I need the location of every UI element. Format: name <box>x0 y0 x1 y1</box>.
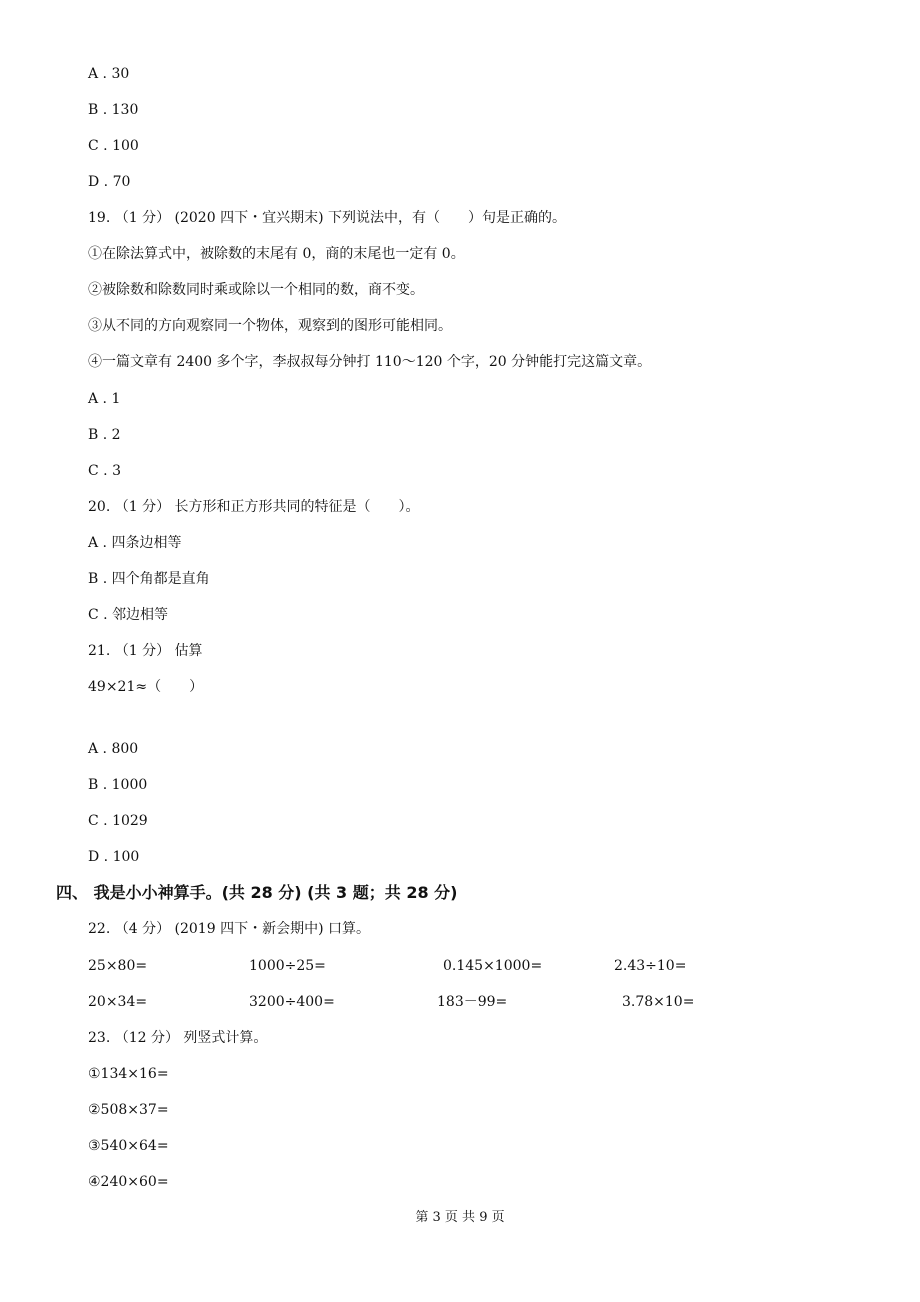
q19-option-c: C . 3 <box>88 463 121 479</box>
q20-option-c: C . 邻边相等 <box>88 607 169 623</box>
question-19-stem: 19. （1 分） (2020 四下・宜兴期末) 下列说法中，有（ ）句是正确的。 <box>88 210 566 226</box>
q20-option-a: A . 四条边相等 <box>88 535 182 551</box>
q23-item-3: ③540×64= <box>88 1138 169 1154</box>
q19-statement-1: ①在除法算式中，被除数的末尾有 0，商的末尾也一定有 0。 <box>88 246 465 262</box>
section-heading: 四、 我是小小神算手。(共 28 分) (共 3 题；共 28 分) <box>56 883 458 902</box>
q22-calc-2: 1000÷25= <box>249 958 326 974</box>
question-23-stem: 23. （12 分） 列竖式计算。 <box>88 1030 268 1046</box>
q19-option-a: A . 1 <box>88 391 121 407</box>
option-b: B . 130 <box>88 102 139 118</box>
q21-option-c: C . 1029 <box>88 813 148 829</box>
option-d: D . 70 <box>88 174 131 190</box>
q22-calc-8: 3.78×10= <box>622 994 695 1010</box>
q22-calc-6: 3200÷400= <box>249 994 335 1010</box>
option-c: C . 100 <box>88 138 139 154</box>
question-22-stem: 22. （4 分） (2019 四下・新会期中) 口算。 <box>88 921 370 937</box>
q23-item-2: ②508×37= <box>88 1102 169 1118</box>
q20-option-b: B . 四个角都是直角 <box>88 571 210 587</box>
q22-calc-3: 0.145×1000= <box>443 958 543 974</box>
q21-option-a: A . 800 <box>88 741 139 757</box>
q19-statement-3: ③从不同的方向观察同一个物体，观察到的图形可能相同。 <box>88 318 452 334</box>
option-a: A . 30 <box>88 66 130 82</box>
q19-statement-2: ②被除数和除数同时乘或除以一个相同的数，商不变。 <box>88 282 424 298</box>
q19-option-b: B . 2 <box>88 427 121 443</box>
q23-item-4: ④240×60= <box>88 1174 169 1190</box>
q19-statement-4: ④一篇文章有 2400 多个字，李叔叔每分钟打 110～120 个字，20 分钟能打完这篇文章。 <box>88 354 652 370</box>
q22-calc-7: 183－99= <box>437 994 508 1010</box>
q22-calc-5: 20×34= <box>88 994 148 1010</box>
page-footer: 第 3 页 共 9 页 <box>415 1210 505 1225</box>
question-21-stem: 21. （1 分） 估算 <box>88 643 203 659</box>
q22-calc-1: 25×80= <box>88 958 148 974</box>
q21-expression: 49×21≈（ ） <box>88 679 204 695</box>
q21-option-b: B . 1000 <box>88 777 148 793</box>
question-20-stem: 20. （1 分） 长方形和正方形共同的特征是（ ）。 <box>88 499 420 515</box>
q22-calc-4: 2.43÷10= <box>614 958 687 974</box>
q21-option-d: D . 100 <box>88 849 140 865</box>
q23-item-1: ①134×16= <box>88 1066 169 1082</box>
